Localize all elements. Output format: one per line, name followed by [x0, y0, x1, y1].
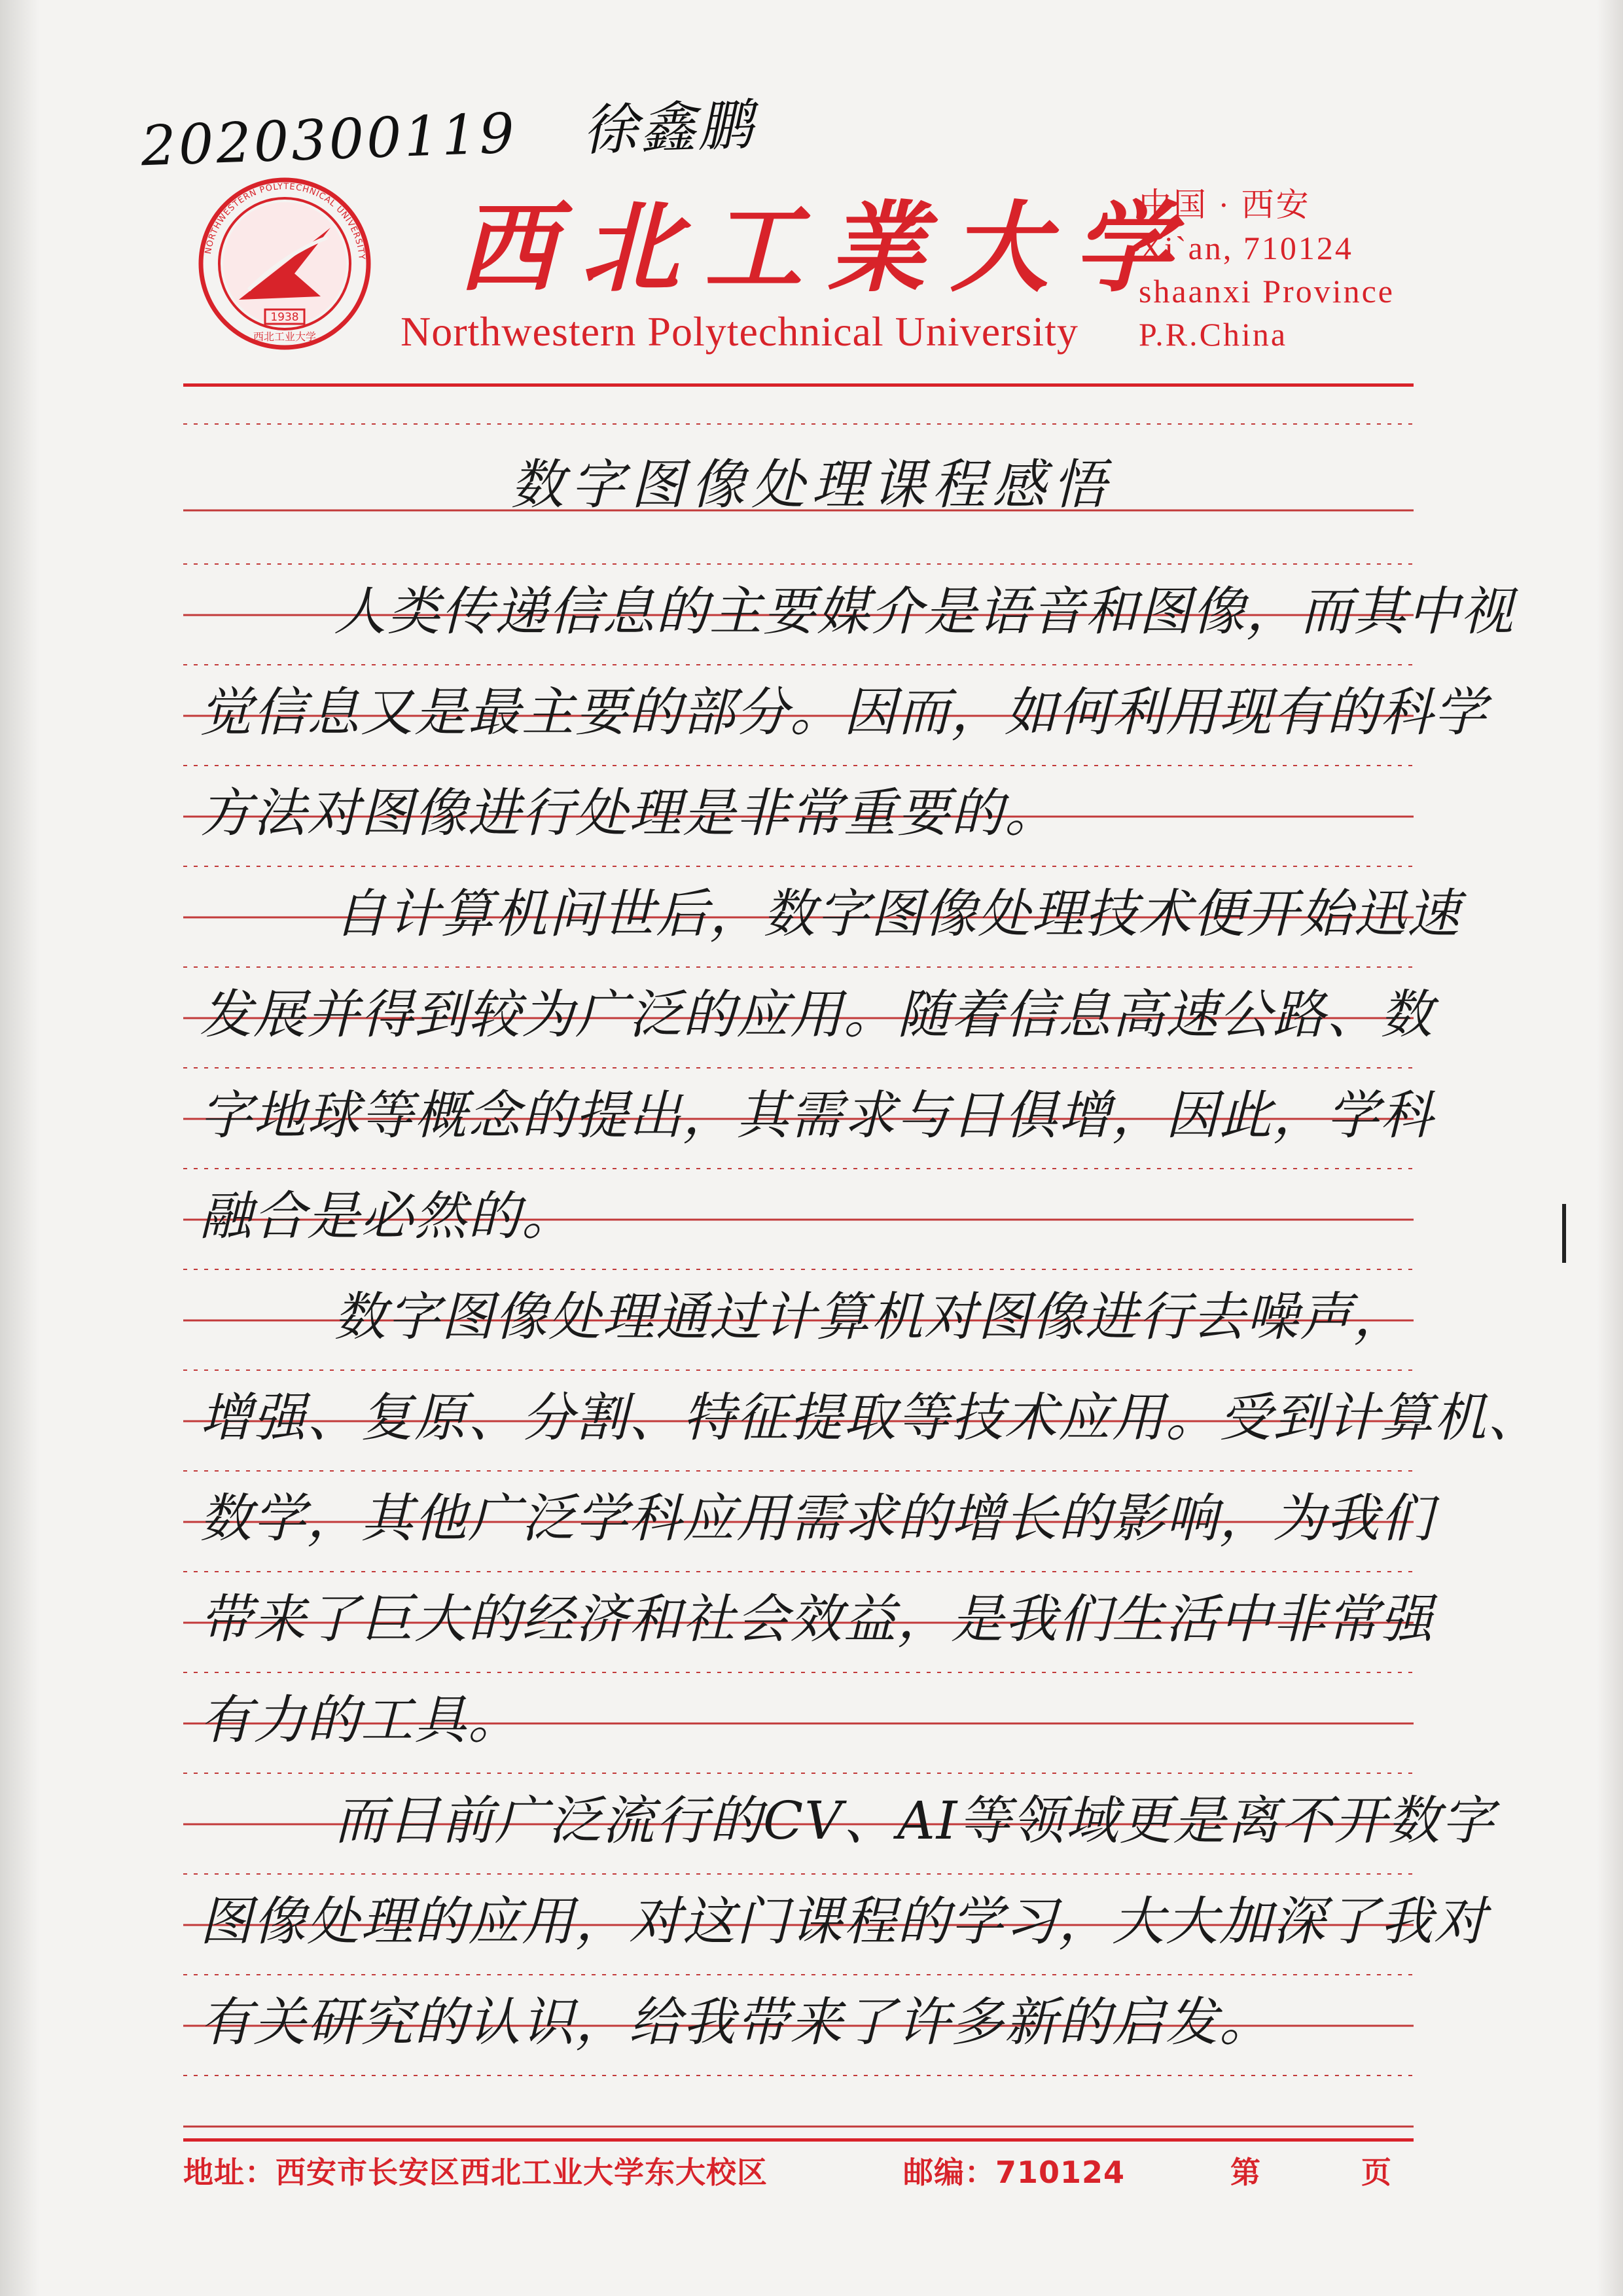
essay-line: 人类传递信息的主要媒介是语音和图像，而其中视 — [334, 581, 1514, 642]
essay-line: 增强、复原、分割、特征提取等技术应用。受到计算机、 — [200, 1387, 1541, 1448]
essay-line: 自计算机问世后，数字图像处理技术便开始迅速 — [334, 883, 1461, 944]
student-name: 徐鑫鹏 — [581, 92, 757, 163]
address-line: Xi`an, 710124 — [1139, 230, 1353, 266]
address-line: P.R.China — [1139, 316, 1288, 353]
svg-text:1938: 1938 — [270, 311, 299, 324]
essay-line: 觉信息又是最主要的部分。因而，如何利用现有的科学 — [200, 682, 1488, 743]
essay-line: 数学，其他广泛学科应用需求的增长的影响，为我们 — [200, 1488, 1434, 1549]
university-name-cn: 西北工業大学 — [458, 190, 1197, 306]
footer-postcode: 邮编：710124 — [903, 2155, 1126, 2190]
essay-line: 有力的工具。 — [200, 1689, 522, 1750]
address-line: 中国 · 西安 — [1139, 186, 1311, 223]
footer-page-suffix: 页 — [1361, 2155, 1392, 2190]
essay-title: 数字图像处理课程感悟 — [510, 454, 1113, 516]
essay-line: 发展并得到较为广泛的应用。随着信息高速公路、数 — [200, 984, 1434, 1045]
address-line: shaanxi Province — [1139, 273, 1395, 309]
essay-line: 融合是必然的。 — [200, 1186, 575, 1246]
essay-line: 图像处理的应用，对这门课程的学习，大大加深了我对 — [200, 1891, 1488, 1952]
footer-address: 地址：西安市长安区西北工业大学东大校区 — [183, 2155, 768, 2190]
essay-line: 方法对图像进行处理是非常重要的。 — [200, 783, 1058, 843]
university-name-en: Northwestern Polytechnical University — [401, 308, 1079, 355]
footer-rule — [183, 2138, 1414, 2142]
essay-line: 有关研究的认识，给我带来了许多新的启发。 — [200, 1992, 1273, 2053]
essay-line: 带来了巨大的经济和社会效益，是我们生活中非常强 — [200, 1589, 1434, 1650]
svg-text:NORTHWESTERN POLYTECHNICAL UNI: NORTHWESTERN POLYTECHNICAL UNIVERSITY — [203, 181, 366, 261]
essay-line: 数字图像处理通过计算机对图像进行去噪声， — [334, 1286, 1407, 1347]
essay-line: 而目前广泛流行的CV、AI等领域更是离不开数字 — [334, 1790, 1495, 1851]
student-id: 2020300119 — [139, 101, 518, 179]
footer-page-prefix: 第 — [1230, 2155, 1261, 2190]
essay-line: 字地球等概念的提出，其需求与日俱增，因此，学科 — [200, 1085, 1434, 1146]
svg-text:西北工业大学: 西北工业大学 — [253, 330, 317, 343]
